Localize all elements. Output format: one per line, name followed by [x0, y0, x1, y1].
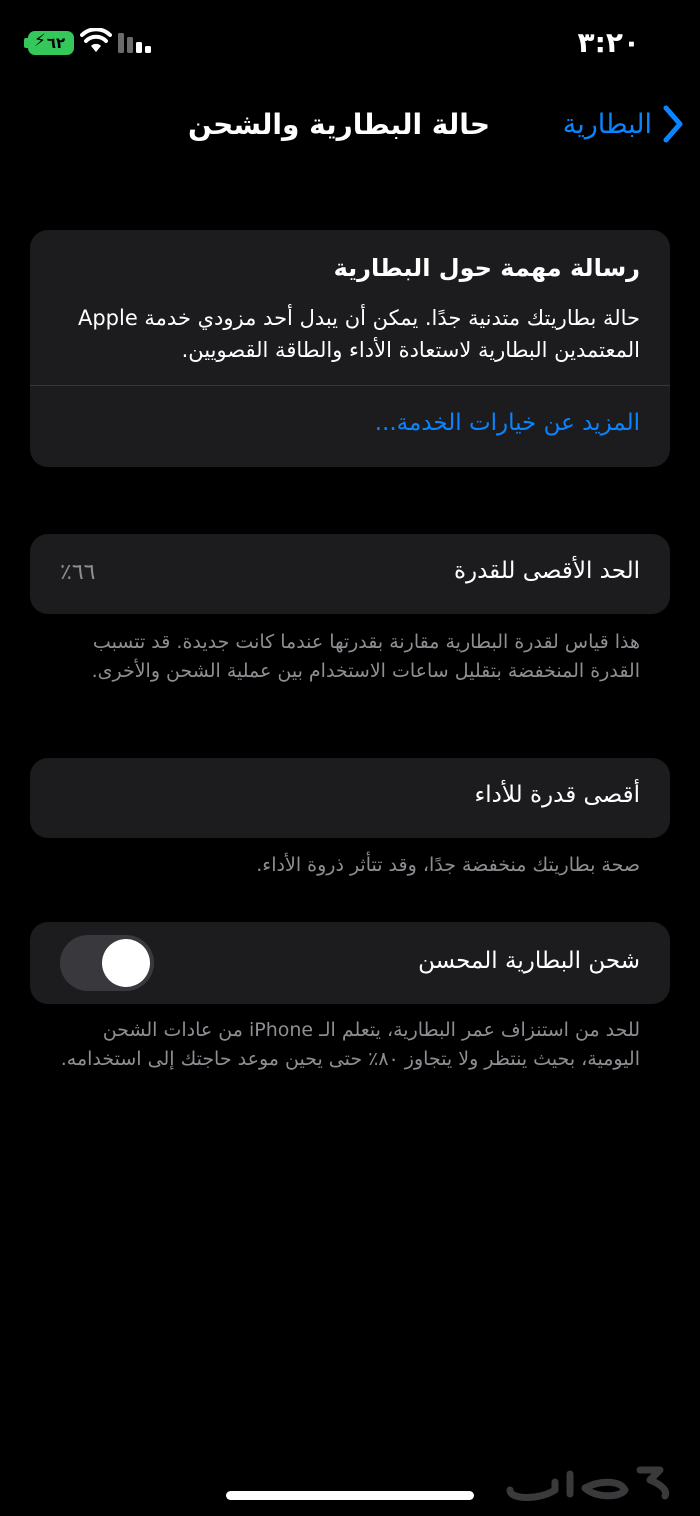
- back-button-label: البطارية: [562, 108, 652, 140]
- status-bar: [0, 0, 700, 86]
- service-options-link[interactable]: المزيد عن خيارات الخدمة...: [374, 410, 640, 436]
- battery-level: ٦٢: [46, 34, 66, 52]
- haraj-watermark-logo: [500, 1460, 680, 1506]
- peak-performance-footnote: صحة بطاريتك منخفضة جدًا، وقد تتأثر ذروة الأداء.: [256, 854, 640, 876]
- optimized-charging-row: [30, 922, 670, 1004]
- navigation-bar: [0, 86, 700, 166]
- message-body: حالة بطاريتك متدنية جدًا. يمكن أن يبدل أحد مزودي خدمة Apple المعتمدين البطارية لاستعادة الأداء والطاقة القصويين.: [77, 306, 640, 362]
- optimized-charging-footnote: للحد من استنزاف عمر البطارية، يتعلم الـ iPhone من عادات الشحن اليومية، بحيث ينتظر ولا يتجاوز ٨٠٪ حتى يحين موعد حاجتك إلى استخدامه.: [60, 1019, 640, 1070]
- home-indicator[interactable]: [226, 1491, 474, 1500]
- maximum-capacity-value: ٦٦٪: [60, 560, 96, 585]
- wifi-icon: [80, 28, 112, 54]
- peak-performance-row: [30, 758, 670, 838]
- status-time: ٣:٢٠: [577, 26, 640, 59]
- peak-performance-label: أقصى قدرة للأداء: [474, 782, 640, 808]
- maximum-capacity-footnote: هذا قياس لقدرة البطارية مقارنة بقدرتها عندما كانت جديدة. قد تتسبب القدرة المنخفضة بتقليل ساعات الاستخدام بين عملية الشحن والأخرى.: [91, 631, 640, 682]
- cellular-signal-icon: [118, 31, 154, 53]
- chevron-back-icon: [660, 104, 686, 144]
- message-divider: [30, 385, 670, 386]
- back-button[interactable]: [563, 104, 686, 144]
- charging-bolt-icon: ⚡: [34, 31, 46, 51]
- maximum-capacity-label: الحد الأقصى للقدرة: [453, 558, 640, 584]
- maximum-capacity-row: [30, 534, 670, 614]
- optimized-charging-label: شحن البطارية المحسن: [418, 948, 640, 974]
- page-title: حالة البطارية والشحن: [187, 108, 490, 141]
- message-title: رسالة مهمة حول البطارية: [333, 254, 640, 282]
- optimized-charging-toggle[interactable]: [60, 935, 154, 991]
- important-battery-message-card: [30, 230, 670, 467]
- toggle-knob: [102, 939, 150, 987]
